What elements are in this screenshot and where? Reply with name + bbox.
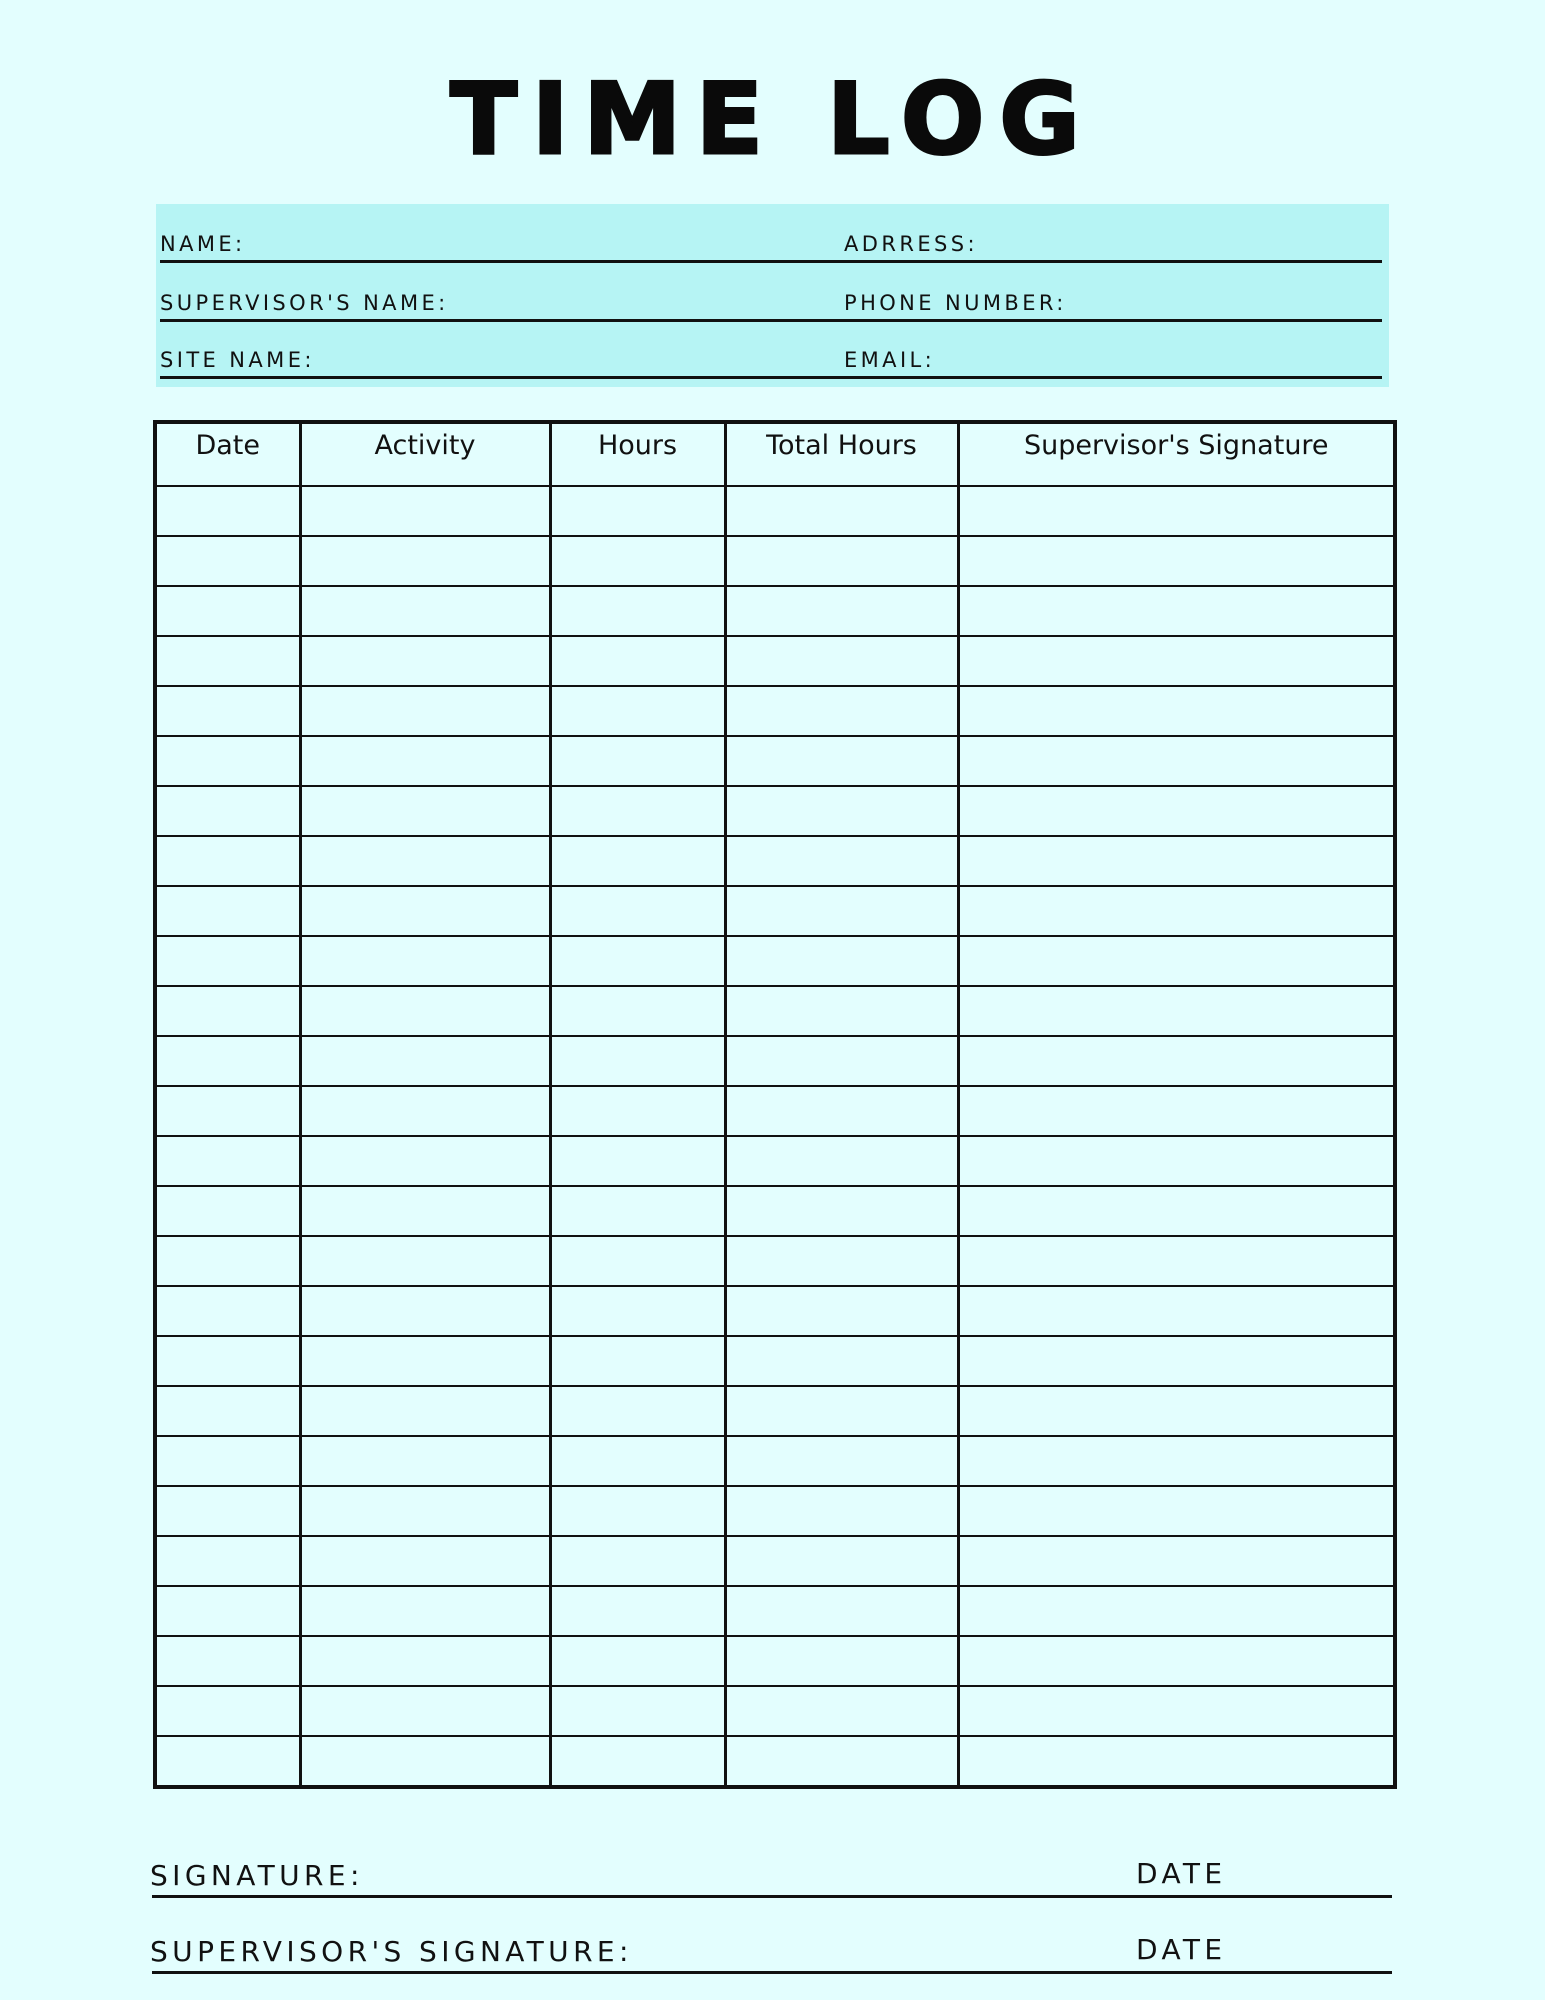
signature-label: SIGNATURE:: [150, 1859, 364, 1892]
cell-hours[interactable]: [550, 586, 725, 636]
cell-activity[interactable]: [300, 736, 550, 786]
info-row-name-address: [160, 220, 1382, 263]
cell-date[interactable]: [155, 836, 300, 886]
cell-hours[interactable]: [550, 1186, 725, 1236]
cell-hours[interactable]: [550, 1586, 725, 1636]
cell-supervisor-signature[interactable]: [958, 836, 1395, 886]
cell-total-hours[interactable]: [725, 1436, 958, 1486]
cell-date[interactable]: [155, 1436, 300, 1486]
cell-total-hours[interactable]: [725, 1236, 958, 1286]
table-row: [155, 1636, 1395, 1686]
column-header-activity: Activity: [300, 422, 550, 486]
cell-supervisor-signature[interactable]: [958, 786, 1395, 836]
table-row: [155, 1536, 1395, 1586]
cell-hours[interactable]: [550, 1136, 725, 1186]
cell-supervisor-signature[interactable]: [958, 1286, 1395, 1336]
cell-date[interactable]: [155, 1236, 300, 1286]
email-field-label: EMAIL:: [844, 348, 936, 372]
table-row: [155, 536, 1395, 586]
cell-total-hours[interactable]: [725, 936, 958, 986]
cell-total-hours[interactable]: [725, 1736, 958, 1787]
cell-date[interactable]: [155, 586, 300, 636]
cell-activity[interactable]: [300, 1686, 550, 1736]
table-row: [155, 1186, 1395, 1236]
cell-hours[interactable]: [550, 1386, 725, 1436]
table-row: [155, 1386, 1395, 1436]
column-header-hours: Hours: [550, 422, 725, 486]
cell-total-hours[interactable]: [725, 836, 958, 886]
table-row: [155, 1436, 1395, 1486]
cell-supervisor-signature[interactable]: [958, 1536, 1395, 1586]
cell-total-hours[interactable]: [725, 736, 958, 786]
cell-total-hours[interactable]: [725, 1586, 958, 1636]
cell-total-hours[interactable]: [725, 1386, 958, 1436]
cell-date[interactable]: [155, 1586, 300, 1636]
cell-hours[interactable]: [550, 1536, 725, 1586]
cell-supervisor-signature[interactable]: [958, 736, 1395, 786]
cell-activity[interactable]: [300, 1086, 550, 1136]
cell-hours[interactable]: [550, 1336, 725, 1386]
cell-activity[interactable]: [300, 1186, 550, 1236]
cell-total-hours[interactable]: [725, 586, 958, 636]
table-row: [155, 986, 1395, 1036]
name-field-label: NAME:: [160, 232, 246, 256]
cell-total-hours[interactable]: [725, 1186, 958, 1236]
table-row: [155, 1036, 1395, 1086]
cell-hours[interactable]: [550, 986, 725, 1036]
cell-hours[interactable]: [550, 1686, 725, 1736]
table-row: [155, 836, 1395, 886]
cell-hours[interactable]: [550, 736, 725, 786]
cell-supervisor-signature[interactable]: [958, 936, 1395, 986]
cell-total-hours[interactable]: [725, 1036, 958, 1086]
table-row: [155, 886, 1395, 936]
table-row: [155, 1236, 1395, 1286]
cell-supervisor-signature[interactable]: [958, 536, 1395, 586]
cell-activity[interactable]: [300, 1236, 550, 1286]
table-body: [155, 486, 1395, 1787]
cell-hours[interactable]: [550, 836, 725, 886]
column-header-date: Date: [155, 422, 300, 486]
site-name-field-label: SITE NAME:: [160, 348, 315, 372]
cell-total-hours[interactable]: [725, 486, 958, 536]
cell-activity[interactable]: [300, 1386, 550, 1436]
cell-activity[interactable]: [300, 1436, 550, 1486]
cell-hours[interactable]: [550, 1486, 725, 1536]
cell-total-hours[interactable]: [725, 636, 958, 686]
cell-date[interactable]: [155, 1186, 300, 1236]
cell-supervisor-signature[interactable]: [958, 1686, 1395, 1736]
table-row: [155, 1336, 1395, 1386]
cell-activity[interactable]: [300, 686, 550, 736]
supervisor-signature-date-label: DATE: [1136, 1933, 1227, 1966]
cell-hours[interactable]: [550, 686, 725, 736]
cell-total-hours[interactable]: [725, 686, 958, 736]
page-title: TIME LOG: [450, 63, 1095, 177]
table-row: [155, 636, 1395, 686]
cell-total-hours[interactable]: [725, 886, 958, 936]
cell-activity[interactable]: [300, 636, 550, 686]
cell-supervisor-signature[interactable]: [958, 1336, 1395, 1386]
cell-date[interactable]: [155, 1736, 300, 1787]
cell-hours[interactable]: [550, 1636, 725, 1686]
time-log-table: [153, 420, 1397, 1789]
table-row: [155, 786, 1395, 836]
cell-date[interactable]: [155, 636, 300, 686]
cell-activity[interactable]: [300, 836, 550, 886]
cell-total-hours[interactable]: [725, 1136, 958, 1186]
cell-supervisor-signature[interactable]: [958, 1736, 1395, 1787]
cell-date[interactable]: [155, 1336, 300, 1386]
phone-number-field-label: PHONE NUMBER:: [844, 291, 1067, 315]
cell-date[interactable]: [155, 1386, 300, 1436]
cell-activity[interactable]: [300, 1486, 550, 1536]
cell-hours[interactable]: [550, 1736, 725, 1787]
table-row: [155, 1136, 1395, 1186]
cell-hours[interactable]: [550, 936, 725, 986]
cell-activity[interactable]: [300, 586, 550, 636]
cell-hours[interactable]: [550, 1286, 725, 1336]
cell-activity[interactable]: [300, 1136, 550, 1186]
cell-activity[interactable]: [300, 886, 550, 936]
cell-date[interactable]: [155, 736, 300, 786]
column-header-supervisor-signature: Supervisor's Signature: [958, 422, 1395, 486]
cell-total-hours[interactable]: [725, 1086, 958, 1136]
cell-activity[interactable]: [300, 936, 550, 986]
table-row: [155, 1486, 1395, 1536]
supervisor-signature-label: SUPERVISOR'S SIGNATURE:: [150, 1935, 633, 1968]
signature-date-label: DATE: [1136, 1857, 1227, 1890]
cell-supervisor-signature[interactable]: [958, 1186, 1395, 1236]
table-row: [155, 1736, 1395, 1787]
cell-activity[interactable]: [300, 1336, 550, 1386]
cell-supervisor-signature[interactable]: [958, 1386, 1395, 1436]
table-row: [155, 936, 1395, 986]
cell-date[interactable]: [155, 686, 300, 736]
cell-activity[interactable]: [300, 1636, 550, 1686]
cell-date[interactable]: [155, 986, 300, 1036]
info-row-supervisor-phone: [160, 279, 1382, 322]
cell-hours[interactable]: [550, 1036, 725, 1086]
signature-line: [152, 1855, 1392, 1898]
address-field-label: ADRRESS:: [844, 232, 978, 256]
cell-date[interactable]: [155, 1036, 300, 1086]
cell-total-hours[interactable]: [725, 1486, 958, 1536]
cell-activity[interactable]: [300, 1286, 550, 1336]
cell-activity[interactable]: [300, 786, 550, 836]
cell-supervisor-signature[interactable]: [958, 1136, 1395, 1186]
cell-hours[interactable]: [550, 786, 725, 836]
cell-hours[interactable]: [550, 1436, 725, 1486]
cell-activity[interactable]: [300, 536, 550, 586]
cell-total-hours[interactable]: [725, 1536, 958, 1586]
supervisor-signature-line: [152, 1931, 1392, 1974]
cell-supervisor-signature[interactable]: [958, 1086, 1395, 1136]
cell-activity[interactable]: [300, 486, 550, 536]
cell-supervisor-signature[interactable]: [958, 1436, 1395, 1486]
cell-date[interactable]: [155, 1286, 300, 1336]
cell-activity[interactable]: [300, 1586, 550, 1636]
cell-date[interactable]: [155, 786, 300, 836]
cell-total-hours[interactable]: [725, 1636, 958, 1686]
table-header-row: [155, 422, 1395, 486]
supervisor-name-field-label: SUPERVISOR'S NAME:: [160, 291, 449, 315]
table-row: [155, 1286, 1395, 1336]
cell-date[interactable]: [155, 486, 300, 536]
cell-hours[interactable]: [550, 536, 725, 586]
cell-date[interactable]: [155, 536, 300, 586]
cell-supervisor-signature[interactable]: [958, 1486, 1395, 1536]
cell-date[interactable]: [155, 1636, 300, 1686]
cell-hours[interactable]: [550, 636, 725, 686]
cell-hours[interactable]: [550, 886, 725, 936]
cell-date[interactable]: [155, 1536, 300, 1586]
table-row: [155, 1686, 1395, 1736]
cell-supervisor-signature[interactable]: [958, 486, 1395, 536]
cell-total-hours[interactable]: [725, 1336, 958, 1386]
cell-supervisor-signature[interactable]: [958, 686, 1395, 736]
info-row-site-email: [160, 336, 1382, 379]
cell-supervisor-signature[interactable]: [958, 1236, 1395, 1286]
cell-hours[interactable]: [550, 1236, 725, 1286]
cell-date[interactable]: [155, 1686, 300, 1736]
cell-total-hours[interactable]: [725, 536, 958, 586]
cell-date[interactable]: [155, 1086, 300, 1136]
cell-supervisor-signature[interactable]: [958, 1636, 1395, 1686]
personal-info-section: [156, 204, 1389, 387]
cell-supervisor-signature[interactable]: [958, 986, 1395, 1036]
table-row: [155, 1086, 1395, 1136]
cell-total-hours[interactable]: [725, 786, 958, 836]
table-row: [155, 1586, 1395, 1636]
cell-activity[interactable]: [300, 986, 550, 1036]
cell-activity[interactable]: [300, 1036, 550, 1086]
cell-supervisor-signature[interactable]: [958, 586, 1395, 636]
cell-date[interactable]: [155, 1486, 300, 1536]
table-row: [155, 686, 1395, 736]
table-row: [155, 486, 1395, 536]
cell-total-hours[interactable]: [725, 1686, 958, 1736]
table-row: [155, 736, 1395, 786]
cell-activity[interactable]: [300, 1736, 550, 1787]
cell-hours[interactable]: [550, 1086, 725, 1136]
column-header-total-hours: Total Hours: [725, 422, 958, 486]
cell-activity[interactable]: [300, 1536, 550, 1586]
table-row: [155, 586, 1395, 636]
cell-supervisor-signature[interactable]: [958, 636, 1395, 686]
cell-supervisor-signature[interactable]: [958, 1586, 1395, 1636]
cell-date[interactable]: [155, 1136, 300, 1186]
cell-supervisor-signature[interactable]: [958, 886, 1395, 936]
cell-total-hours[interactable]: [725, 1286, 958, 1336]
cell-hours[interactable]: [550, 486, 725, 536]
cell-date[interactable]: [155, 886, 300, 936]
cell-supervisor-signature[interactable]: [958, 1036, 1395, 1086]
cell-total-hours[interactable]: [725, 986, 958, 1036]
cell-date[interactable]: [155, 936, 300, 986]
